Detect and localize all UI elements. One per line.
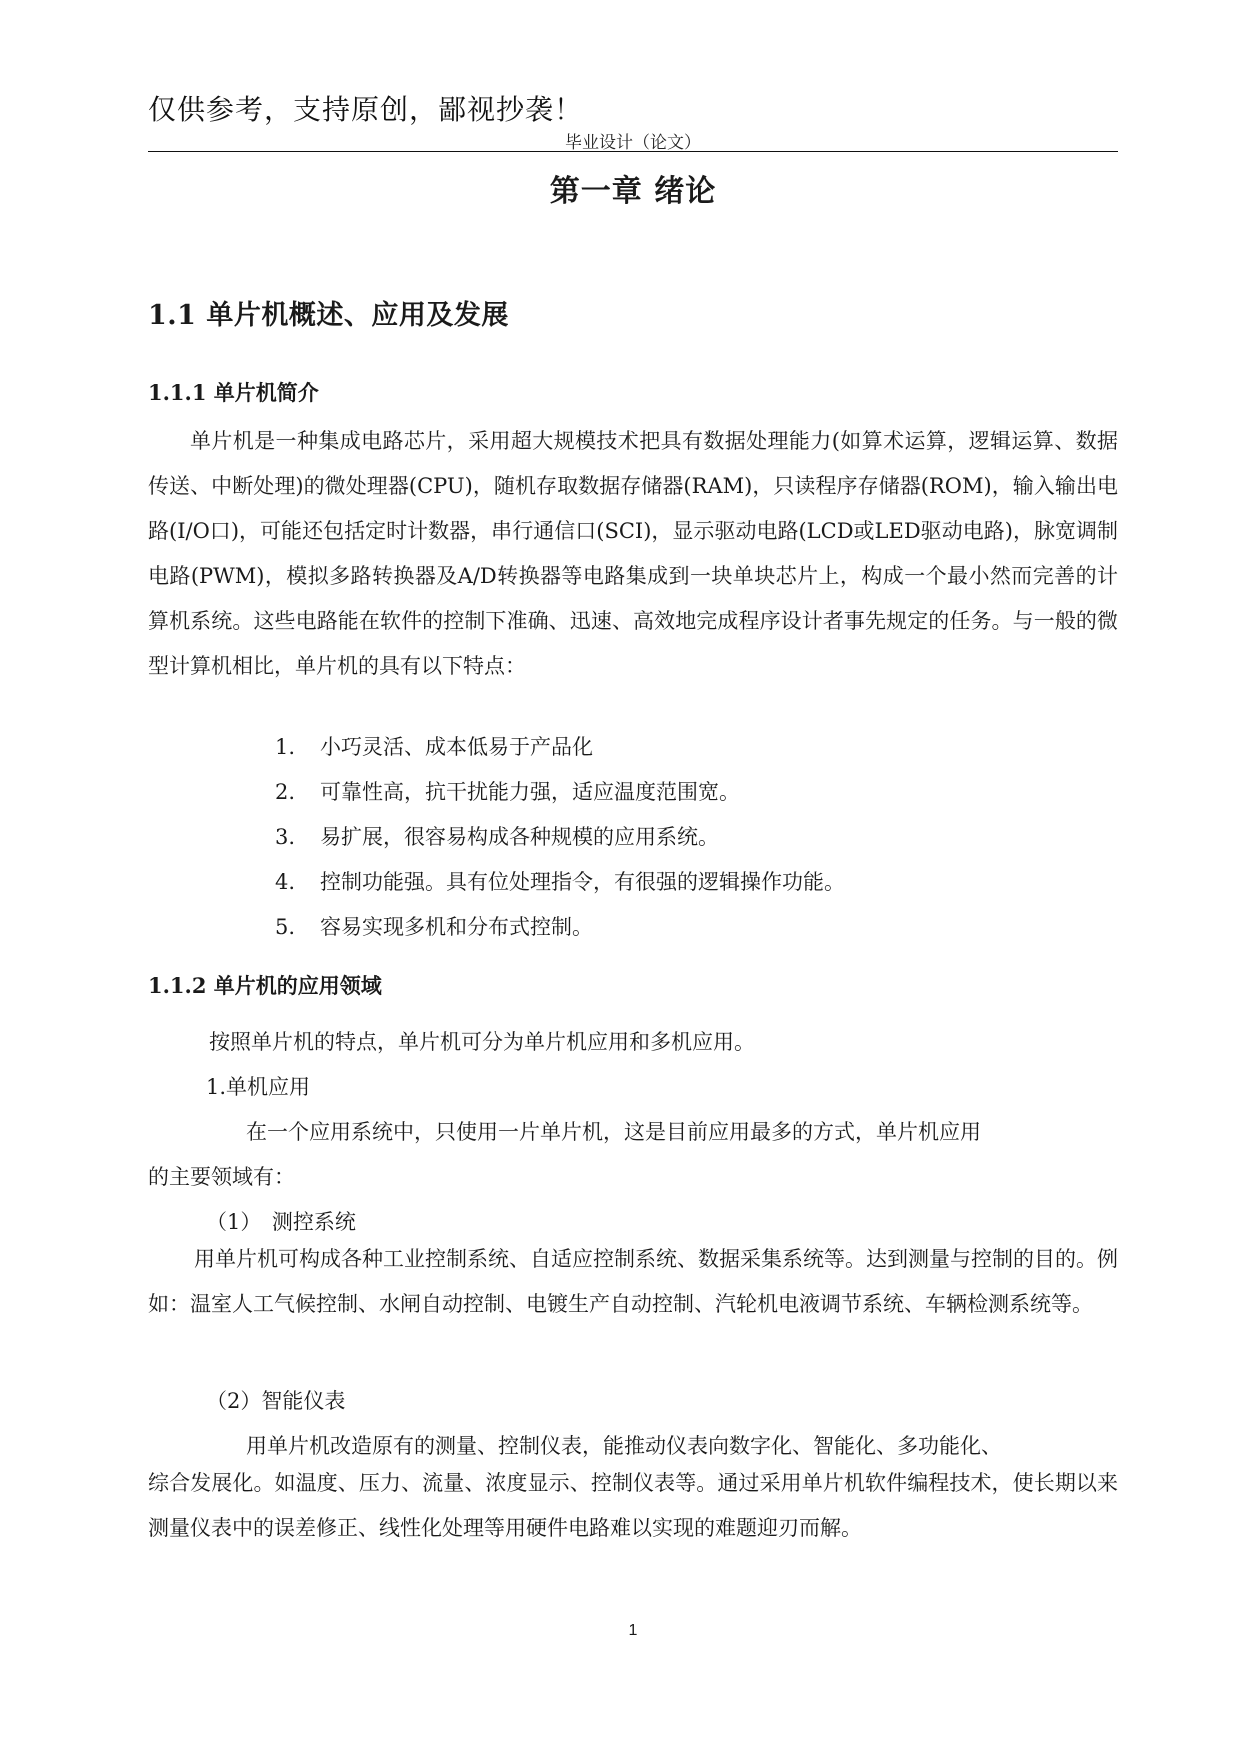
chapter-title: 第一章 绪论 (549, 174, 717, 209)
section-heading-1-1: 1.1 单片机概述、应用及发展 (148, 300, 509, 331)
feature-text: 易扩展，很容易构成各种规模的应用系统。 (320, 825, 719, 849)
feature-number: 3. (275, 825, 296, 849)
apps-intro-text: 按照单片机的特点，单片机可分为单片机应用和多机应用。 (209, 1030, 755, 1054)
feature-number: 2. (275, 780, 296, 804)
running-header: 毕业设计（论文） (565, 133, 701, 153)
single-app-heading: 1.单机应用 (206, 1075, 311, 1099)
single-app-line-2: 的主要领域有： (148, 1165, 295, 1189)
feature-item-1 (275, 732, 593, 762)
page-number: 1 (628, 1622, 638, 1639)
feature-text: 控制功能强。具有位处理指令，有很强的逻辑操作功能。 (320, 870, 845, 894)
feature-number: 4. (275, 870, 296, 894)
feature-text: 容易实现多机和分布式控制。 (320, 915, 593, 939)
smart-instruments-paragraph: 综合发展化。如温度、压力、流量、浓度显示、控制仪表等。通过采用单片机软件编程技术，使长期以来测量仪表中的误差修正、线性化处理等用硬件电路难以实现的难题迎刃而解。 (148, 1471, 1118, 1540)
single-app-line-1: 在一个应用系统中，只使用一片单片机，这是目前应用最多的方式，单片机应用 (246, 1120, 981, 1144)
subsection-smart-instruments-heading: （2）智能仪表 (206, 1389, 346, 1413)
measure-control-paragraph: 用单片机可构成各种工业控制系统、自适应控制系统、数据采集系统等。达到测量与控制的目的。例如：温室人工气候控制、水闸自动控制、电镀生产自动控制、汽轮机电液调节系统、车辆检测系统等。 (148, 1247, 1118, 1316)
feature-item-5 (275, 912, 593, 942)
feature-text: 小巧灵活、成本低易于产品化 (320, 735, 593, 759)
feature-item-3 (275, 822, 719, 852)
watermark-text: 仅供参考，支持原创，鄙视抄袭！ (148, 93, 584, 126)
feature-number: 5. (275, 915, 296, 939)
header-rule (148, 151, 1118, 152)
section-heading-1-1-2: 1.1.2 单片机的应用领域 (148, 973, 382, 998)
feature-text: 可靠性高，抗干扰能力强，适应温度范围宽。 (320, 780, 740, 804)
intro-paragraph: 单片机是一种集成电路芯片，采用超大规模技术把具有数据处理能力(如算术运算，逻辑运算、数据传送、中断处理)的微处理器(CPU)，随机存取数据存储器(RAM)，只读程序存储器(ROM)，输入输出电路(I/O口)，可能还包括定时计数器，串行通信口(SCI)，显示驱动电路(LCD或LED驱动电路)，脉宽调制电路(PWM)，模拟多路转换器及A/D转换器等电路集成到一块单块芯片上，构成一个最小然而完善的计算机系统。这些电路能在软件的控制下准确、迅速、高效地完成程序设计者事先规定的任务。与一般的微型计算机相比，单片机的具有以下特点： (148, 429, 1118, 678)
feature-number: 1. (275, 735, 296, 759)
feature-item-4 (275, 867, 845, 897)
smart-instruments-line-1: 用单片机改造原有的测量、控制仪表，能推动仪表向数字化、智能化、多功能化、 (246, 1434, 1002, 1458)
subsection-measure-control-heading: （1） 测控系统 (206, 1210, 356, 1234)
section-heading-1-1-1: 1.1.1 单片机简介 (148, 380, 319, 405)
feature-item-2 (275, 777, 740, 807)
